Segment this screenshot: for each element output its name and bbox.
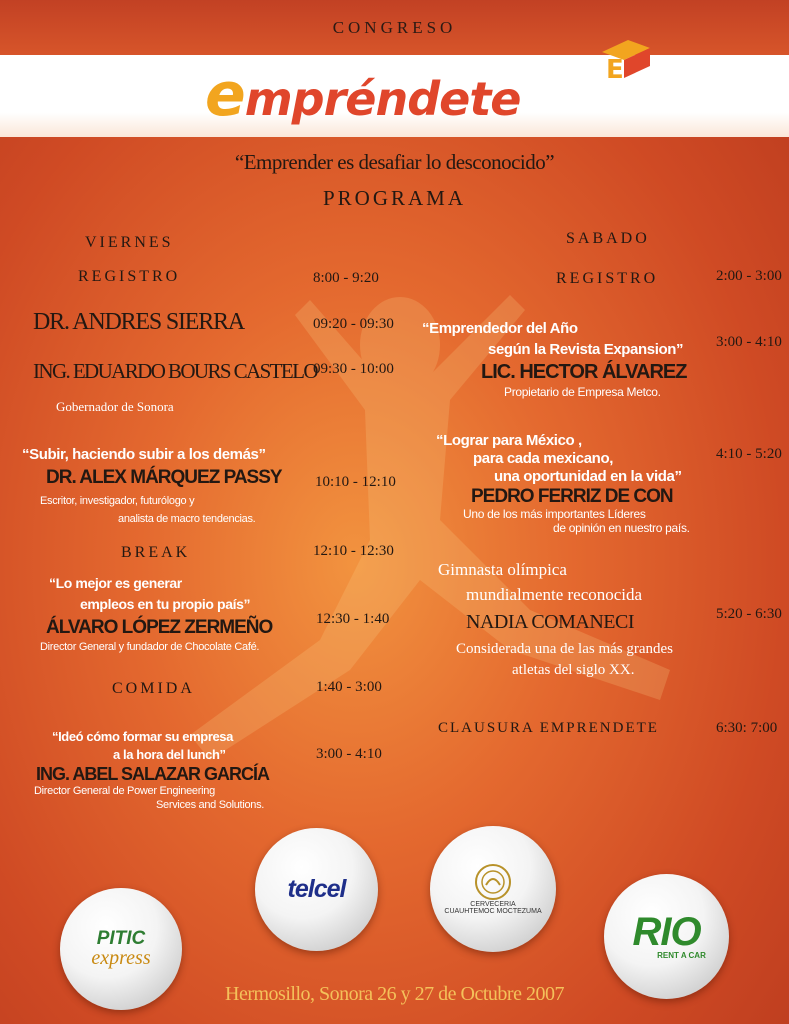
ferriz-quote-3: una oportunidad en la vida” (494, 468, 682, 485)
passy-quote: “Subir, haciendo subir a los demás” (22, 446, 266, 463)
viernes-heading: VIERNES (85, 234, 174, 251)
salazar-desc-1: Director General de Power Engineering (34, 785, 215, 797)
programa-title: PROGRAMA (322, 186, 467, 210)
lopez-desc: Director General y fundador de Chocolate Café. (40, 641, 260, 653)
logo-e-mark-icon (594, 38, 654, 93)
alvarez-time: 3:00 - 4:10 (716, 334, 782, 350)
lopez-name: ÁLVARO LÓPEZ ZERMEÑO (46, 617, 273, 638)
ferriz-time: 4:10 - 5:20 (716, 446, 782, 462)
cerveceria-line-1: CERVECERIA (470, 901, 516, 908)
express-text: express (91, 947, 151, 969)
passy-desc-1: Escritor, investigador, futurólogo y (40, 495, 195, 507)
ferriz-quote-2: para cada mexicano, (473, 450, 613, 467)
comida-label: COMIDA (112, 680, 195, 697)
bours-time: 09:30 - 10:00 (313, 361, 394, 377)
break-label: BREAK (121, 544, 191, 561)
passy-name: DR. ALEX MÁRQUEZ PASSY (46, 467, 282, 488)
clausura-time: 6:30: 7:00 (716, 720, 778, 736)
salazar-quote-1: “Ideó cómo formar su empresa (52, 729, 233, 744)
ferriz-desc-1: Uno de los más importantes Líderes (463, 507, 646, 521)
sabado-registro-time: 2:00 - 3:00 (716, 268, 782, 284)
salazar-quote-2: a la hora del lunch” (113, 747, 226, 762)
sponsor-rio-rent-a-car (604, 874, 729, 999)
nadia-name: NADIA COMANECI (466, 611, 634, 633)
nadia-line-1: Gimnasta olímpica (438, 560, 567, 579)
cerveceria-emblem-icon (474, 863, 512, 901)
viernes-registro: REGISTRO (78, 268, 181, 285)
alvarez-desc: Propietario de Empresa Metco. (504, 385, 661, 399)
nadia-desc-2: atletas del siglo XX. (512, 662, 635, 678)
lopez-quote-1: “Lo mejor es generar (49, 575, 182, 591)
rio-sub-text: RENT A CAR (657, 951, 706, 960)
passy-desc-2: analista de macro tendencias. (118, 513, 256, 525)
ferriz-quote-1: “Lograr para México , (436, 432, 582, 449)
bours-name: ING. EDUARDO BOURS CASTELO (33, 359, 317, 383)
nadia-desc-1: Considerada una de las más grandes (456, 641, 674, 657)
sponsor-cuauhtemoc-moctezuma (430, 826, 556, 952)
telcel-text: telcel (287, 875, 346, 903)
motto: “Emprender es desafiar lo desconocido” (234, 150, 555, 174)
sponsor-telcel (255, 828, 378, 951)
lopez-quote-2: empleos en tu propio país” (80, 596, 251, 612)
sierra-time: 09:20 - 09:30 (313, 316, 394, 332)
break-time: 12:10 - 12:30 (313, 543, 394, 559)
sierra-name: DR. ANDRES SIERRA (33, 309, 244, 335)
lopez-time: 12:30 - 1:40 (316, 611, 390, 627)
alvarez-name: LIC. HECTOR ÁLVAREZ (481, 361, 687, 383)
event-location-date: Hermosillo, Sonora 26 y 27 de Octubre 2007 (225, 983, 564, 1005)
salazar-desc-2: Services and Solutions. (156, 799, 265, 811)
congreso-label: CONGRESO (332, 18, 457, 37)
salazar-name: ING. ABEL SALAZAR GARCÍA (36, 764, 270, 784)
alvarez-quote-1: “Emprendedor del Año (422, 320, 578, 337)
comida-time: 1:40 - 3:00 (316, 679, 382, 695)
cerveceria-line-2: CUAUHTEMOC MOCTEZUMA (444, 908, 542, 915)
emprendete-logo: empréndete (205, 60, 521, 130)
bours-desc: Gobernador de Sonora (56, 399, 174, 414)
viernes-registro-time: 8:00 - 9:20 (313, 270, 379, 286)
clausura-label: CLAUSURA EMPRENDETE (438, 720, 659, 736)
nadia-time: 5:20 - 6:30 (716, 606, 782, 622)
ferriz-desc-2: de opinión en nuestro país. (553, 521, 690, 535)
nadia-line-2: mundialmente reconocida (466, 585, 643, 604)
alvarez-quote-2: según la Revista Expansion” (488, 341, 684, 358)
sabado-heading: SABADO (566, 230, 650, 247)
sabado-registro: REGISTRO (556, 270, 659, 287)
rio-text: RIO (632, 910, 701, 954)
svg-text:E: E (606, 55, 624, 85)
pitic-text: PITIC (96, 928, 146, 949)
ferriz-name: PEDRO FERRIZ DE CON (471, 486, 673, 507)
salazar-time: 3:00 - 4:10 (316, 746, 382, 762)
passy-time: 10:10 - 12:10 (315, 474, 396, 490)
